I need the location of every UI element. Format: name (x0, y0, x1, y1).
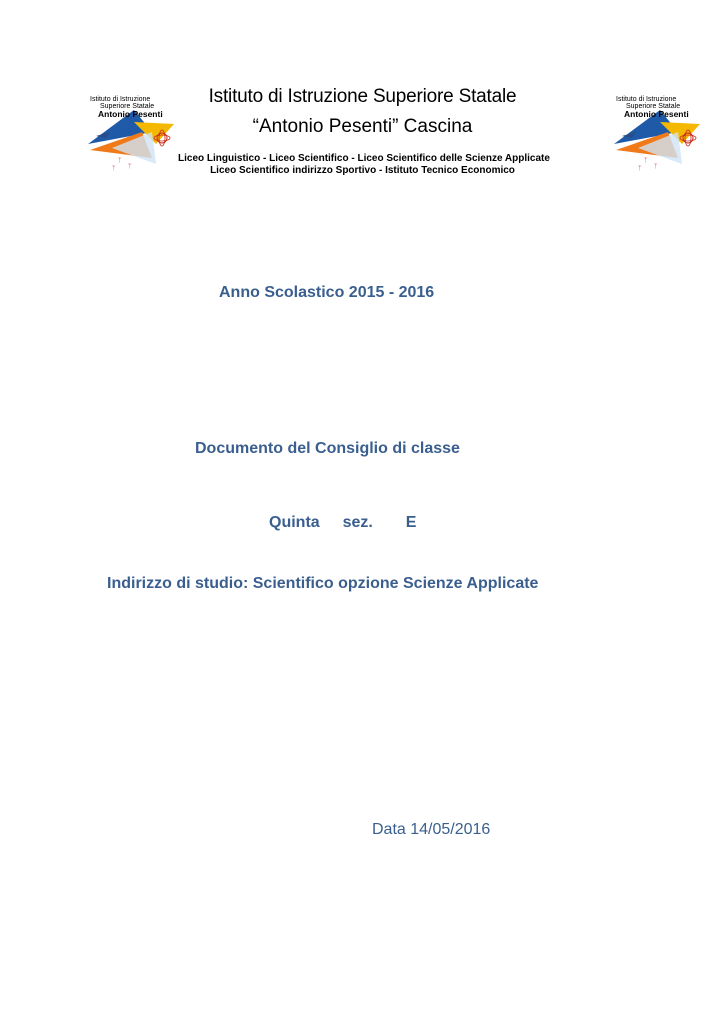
logo-text-line3: Antonio Pesenti (98, 109, 163, 119)
svg-text:ᛉ: ᛉ (644, 158, 648, 164)
svg-text:ᛉ: ᛉ (638, 166, 642, 172)
school-courses-line1: Liceo Linguistico - Liceo Scientifico - Liceo Scientifico delle Scienze Applicate (178, 153, 550, 164)
school-courses-line2: Liceo Scientifico indirizzo Sportivo - Istituto Tecnico Economico (210, 165, 515, 176)
logo-text-line2: Superiore Statale (626, 103, 681, 110)
svg-text:ᛉ: ᛉ (654, 164, 658, 170)
school-title: Istituto di Istruzione Superiore Statale (208, 86, 517, 107)
class-section (269, 514, 416, 532)
study-track: Indirizzo di studio: Scientifico opzione Scienze Applicate (107, 575, 539, 592)
svg-text:ᛉ: ᛉ (128, 164, 132, 170)
logo-text-line1: Istituto di Istruzione (616, 96, 677, 103)
section-label: sez. (342, 514, 373, 531)
section-letter: E (405, 514, 417, 531)
svg-text:ᛉ: ᛉ (112, 166, 116, 172)
logo-text-line1: Istituto di Istruzione (90, 96, 151, 103)
class-label: Quinta (269, 514, 320, 531)
logo-text-line3: Antonio Pesenti (624, 109, 689, 119)
document-date: Data 14/05/2016 (372, 821, 491, 838)
logo-text-line2: Superiore Statale (100, 103, 155, 110)
school-year: Anno Scolastico 2015 - 2016 (219, 284, 435, 301)
svg-text:ᛉ: ᛉ (118, 158, 122, 164)
school-name: “Antonio Pesenti” Cascina (252, 116, 473, 137)
document-title: Documento del Consiglio di classe (195, 440, 460, 457)
